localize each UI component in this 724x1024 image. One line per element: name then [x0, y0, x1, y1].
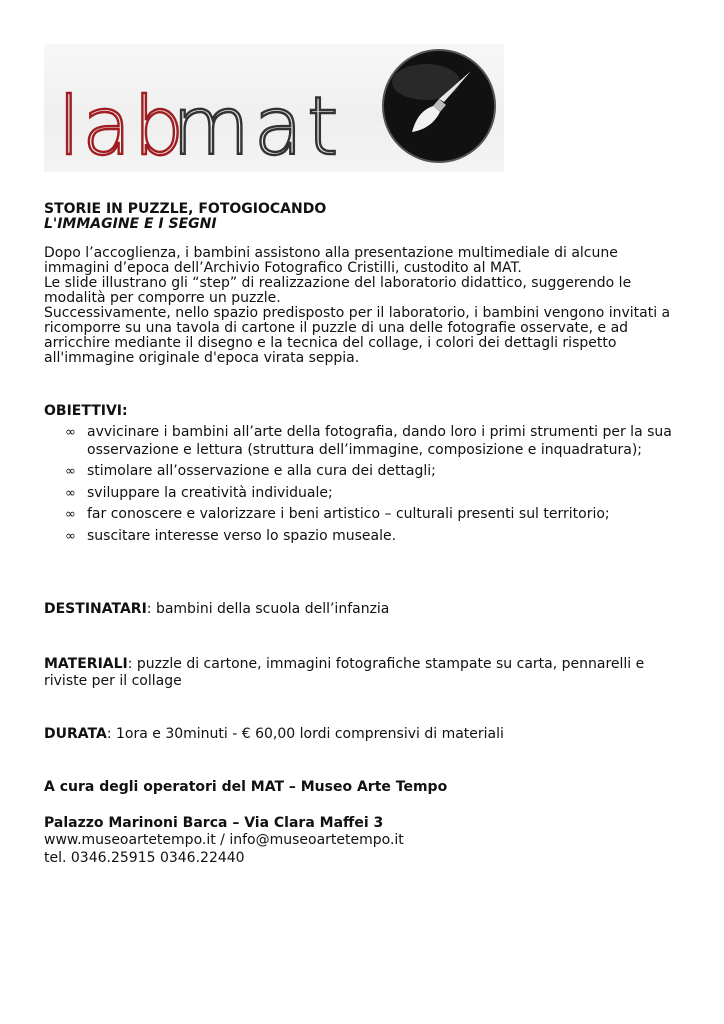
infinity-bullet-icon: ∞	[65, 507, 76, 522]
infinity-bullet-icon: ∞	[65, 464, 76, 479]
objective-text: sviluppare la creatività individuale;	[87, 484, 333, 501]
materiali-label: MATERIALI	[44, 656, 128, 672]
logo-mat-text: mat	[172, 80, 343, 172]
logo-lab-text: lab	[58, 80, 187, 172]
objective-text: far conoscere e valorizzare i beni artistico – culturali presenti sul territorio;	[87, 506, 610, 522]
web-line: www.museoartetempo.it / info@museoartetempo.it	[44, 832, 404, 848]
intro-text	[44, 246, 684, 366]
paintbrush-icon	[383, 50, 495, 162]
intro-paragraph: Le slide illustrano gli “step” di realizzazione del laboratorio didattico, suggerendo le modalità per comporre un puzzle.	[44, 275, 632, 306]
list-item	[44, 424, 684, 459]
materiali-line	[44, 656, 684, 690]
list-item	[44, 463, 684, 481]
page-title: STORIE IN PUZZLE, FOTOGIOCANDO	[44, 201, 327, 217]
objectives-list	[44, 424, 684, 549]
list-item	[44, 506, 684, 524]
page-subtitle: L'IMMAGINE E I SEGNI	[44, 216, 217, 232]
curator-line: A cura degli operatori del MAT – Museo Arte Tempo	[44, 779, 448, 795]
objective-text: avvicinare i bambini all’arte della fotografia, dando loro i primi strumenti per la sua osservazione e lettura (struttura dell’immagine, composizione e inquadratura);	[87, 424, 672, 458]
logo-banner	[44, 44, 504, 172]
durata-line	[44, 726, 684, 743]
infinity-bullet-icon: ∞	[65, 485, 76, 501]
objectives-heading: OBIETTIVI:	[44, 403, 128, 419]
intro-paragraph: Dopo l’accoglienza, i bambini assistono alla presentazione multimediale di alcune immagini d’epoca dell’Archivio Fotografico Cristilli, custodito al MAT.	[44, 245, 618, 276]
infinity-bullet-icon: ∞	[65, 425, 76, 440]
destinatari-text: : bambini della scuola dell’infanzia	[146, 601, 390, 617]
infinity-bullet-icon: ∞	[65, 528, 76, 544]
durata-text: : 1ora e 30minuti - € 60,00 lordi comprensivi di materiali	[106, 726, 504, 742]
materiali-text: : puzzle di cartone, immagini fotografiche stampate su carta, pennarelli e riviste per il collage	[44, 656, 645, 689]
objective-text: stimolare all’osservazione e alla cura dei dettagli;	[87, 463, 436, 479]
list-item	[44, 528, 684, 546]
destinatari-line	[44, 601, 684, 618]
labmat-logo	[44, 44, 504, 172]
phone-line: tel. 0346.25915 0346.22440	[44, 850, 245, 866]
address-line: Palazzo Marinoni Barca – Via Clara Maffei 3	[44, 815, 384, 831]
destinatari-label: DESTINATARI	[44, 601, 147, 617]
intro-paragraph: Successivamente, nello spazio predisposto per il laboratorio, i bambini vengono invitati a ricomporre su una tavola di cartone il puzzle di una delle fotografie osservate, e ad arricchire mediante il disegno e la tecnica del collage, i colori dei dettagli rispetto all'immagine originale d'epoca virata seppia.	[44, 305, 671, 366]
durata-label: DURATA	[44, 726, 107, 742]
list-item	[44, 485, 684, 503]
objective-text: suscitare interesse verso lo spazio museale.	[87, 527, 397, 544]
